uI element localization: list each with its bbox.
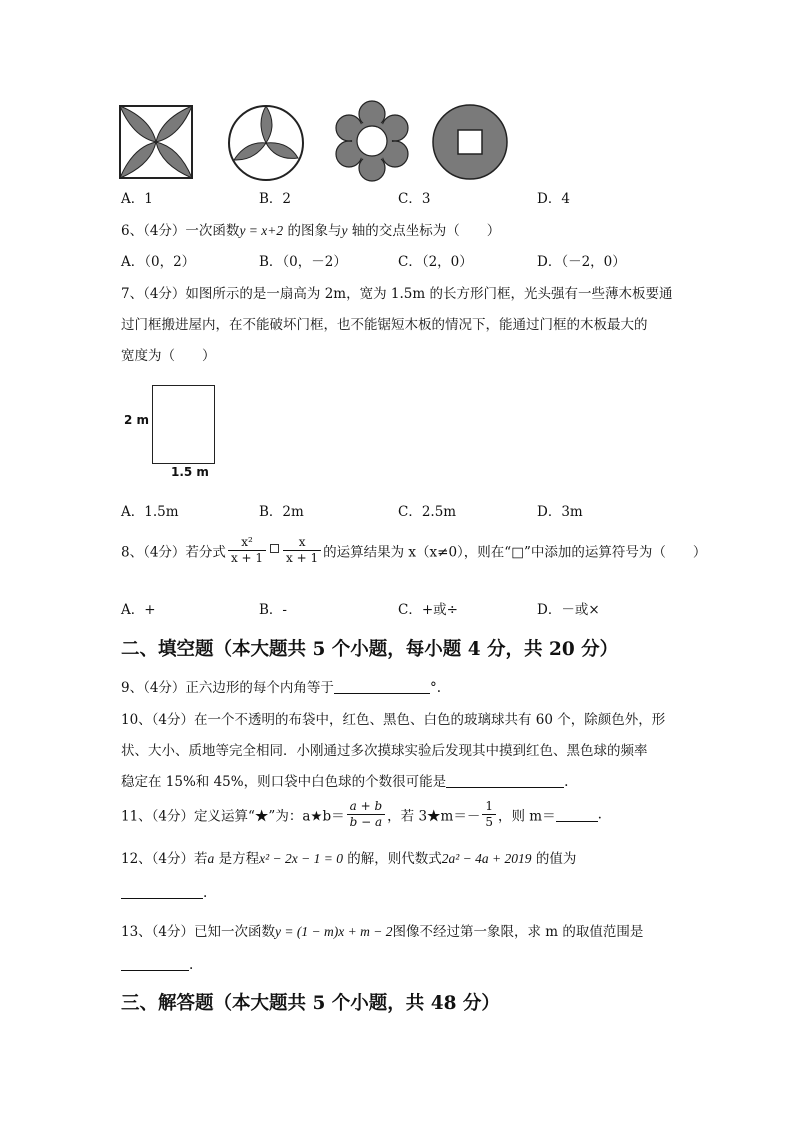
q12-mid: 是方程 [214, 851, 260, 867]
q11-prefix: 11、（4分）定义运算“★”为：a★b＝ [121, 808, 345, 825]
q6-option-a: A．（0，2） [121, 254, 196, 270]
q12-mid2: 的解，则代数式 [342, 851, 442, 867]
question-13 [121, 920, 643, 940]
q5-figure-flower [332, 100, 412, 182]
q5-option-c: C．3 [398, 191, 431, 207]
q13-prefix: 13、（4分）已知一次函数 [121, 924, 276, 940]
q11-frac2-denominator: 5 [485, 815, 493, 829]
q13-expression: y = (1 − m)x + m − 2 [275, 924, 393, 939]
section-3-title: 三、解答题（本大题共 5 个小题，共 48 分） [121, 993, 500, 1014]
q10-answer-blank [446, 773, 564, 788]
q7-option-b: B．2m [259, 504, 304, 520]
q10-line-3 [121, 770, 568, 790]
q12-end: . [203, 885, 208, 901]
q12-suffix: 的值为 [531, 851, 577, 867]
q12-equation: x² − 2x − 1 = 0 [259, 851, 343, 866]
section-2-title: 二、填空题（本大题共 5 个小题，每小题 4 分，共 20 分） [121, 639, 619, 660]
q12-answer-line [121, 884, 207, 901]
q8-frac2-denominator: x + 1 [286, 551, 319, 565]
q7-option-a: A．1.5m [121, 504, 179, 520]
q5-figure-squares [118, 104, 194, 180]
q11-answer-blank [556, 807, 598, 822]
q5-figure-three-petals [226, 103, 306, 183]
question-12 [121, 847, 576, 867]
q12-answer-blank [121, 884, 203, 899]
q5-option-b: B．2 [259, 191, 292, 207]
q7-option-d: D．3m [537, 504, 583, 520]
q12-prefix: 12、（4分）若 [121, 851, 208, 867]
q13-answer-line [121, 956, 193, 973]
q6-variable: y [341, 223, 348, 238]
q9-answer-blank [334, 679, 430, 694]
q6-mid: 的图象与 [283, 223, 342, 239]
q11-suffix: ，则 m＝ [497, 808, 556, 825]
q12-variable: a [207, 851, 215, 866]
q11-frac2-numerator: 1 [482, 799, 496, 815]
q5-figure-coin [430, 102, 510, 182]
q7-line-3: 宽度为（ ） [121, 348, 216, 364]
q8-suffix: 的运算结果为 x（x≠0），则在“□”中添加的运算符号为（ ） [323, 544, 707, 561]
q6-suffix: 轴的交点坐标为（ ） [347, 223, 501, 239]
q7-width-label: 1.5 m [171, 465, 209, 479]
q10-line-2: 状、大小、质地等完全相同．小刚通过多次摸球实验后发现其中摸到红色、黑色球的频率 [121, 743, 648, 759]
q9-text: 9、（4分）正六边形的每个内角等于 [121, 680, 334, 696]
q10-end: . [564, 774, 569, 790]
q10-line-3-text: 稳定在 15%和 45%，则口袋中白色球的个数很可能是 [121, 774, 447, 790]
q7-line-1: 7、（4分）如图所示的是一扇高为 2m，宽为 1.5m 的长方形门框，光头强有一些薄木板要通 [121, 286, 673, 302]
q7-line-2: 过门框搬进屋内，在不能破坏门框，也不能锯短木板的情况下，能通过门框的木板最大的 [121, 317, 648, 333]
q6-option-c: C．（2，0） [398, 254, 473, 270]
q8-frac1-denominator: x + 1 [230, 551, 264, 565]
q12-expression: 2a² − 4a + 2019 [441, 851, 532, 866]
q8-fraction-1 [228, 535, 266, 566]
q13-answer-blank [121, 956, 189, 971]
q7-option-c: C．2.5m [398, 504, 457, 520]
q6-prefix: 6、（4分）一次函数 [121, 223, 240, 239]
question-6 [121, 219, 500, 239]
q7-door-frame [152, 385, 215, 464]
q8-fraction-2 [283, 535, 321, 566]
q11-frac-numerator: a + b [347, 799, 386, 815]
q13-end: . [189, 957, 194, 973]
question-9 [121, 676, 441, 696]
q11-fraction-2 [482, 799, 496, 830]
q6-option-b: B．（0，－2） [259, 254, 347, 270]
question-8 [121, 535, 706, 566]
operator-box-icon [270, 544, 279, 553]
q5-option-d: D．4 [537, 191, 570, 207]
q8-prefix: 8、（4分）若分式 [121, 544, 226, 561]
q7-height-label: 2 m [124, 413, 150, 427]
q8-frac1-numerator: x² [228, 535, 266, 551]
q6-option-d: D．（－2，0） [537, 254, 626, 270]
q8-option-c: C．+或÷ [398, 602, 458, 618]
q8-option-d: D．－或× [537, 602, 600, 618]
q9-suffix: °. [429, 680, 441, 696]
q8-option-b: B．- [259, 602, 287, 618]
q11-frac-denominator: b − a [349, 815, 383, 829]
q8-option-a: A．+ [121, 602, 156, 618]
q11-fraction [347, 799, 386, 830]
q13-suffix: 图像不经过第一象限，求 m 的取值范围是 [392, 924, 644, 940]
q11-end: . [597, 806, 602, 823]
q5-option-a: A．1 [121, 191, 153, 207]
q8-frac2-numerator: x [283, 535, 321, 551]
q11-mid: ，若 3★m＝－ [387, 808, 481, 825]
q10-line-1: 10、（4分）在一个不透明的布袋中，红色、黑色、白色的玻璃球共有 60 个，除颜色外，形 [121, 712, 666, 728]
q6-expression: y = x+2 [239, 223, 284, 238]
question-11 [121, 799, 602, 830]
